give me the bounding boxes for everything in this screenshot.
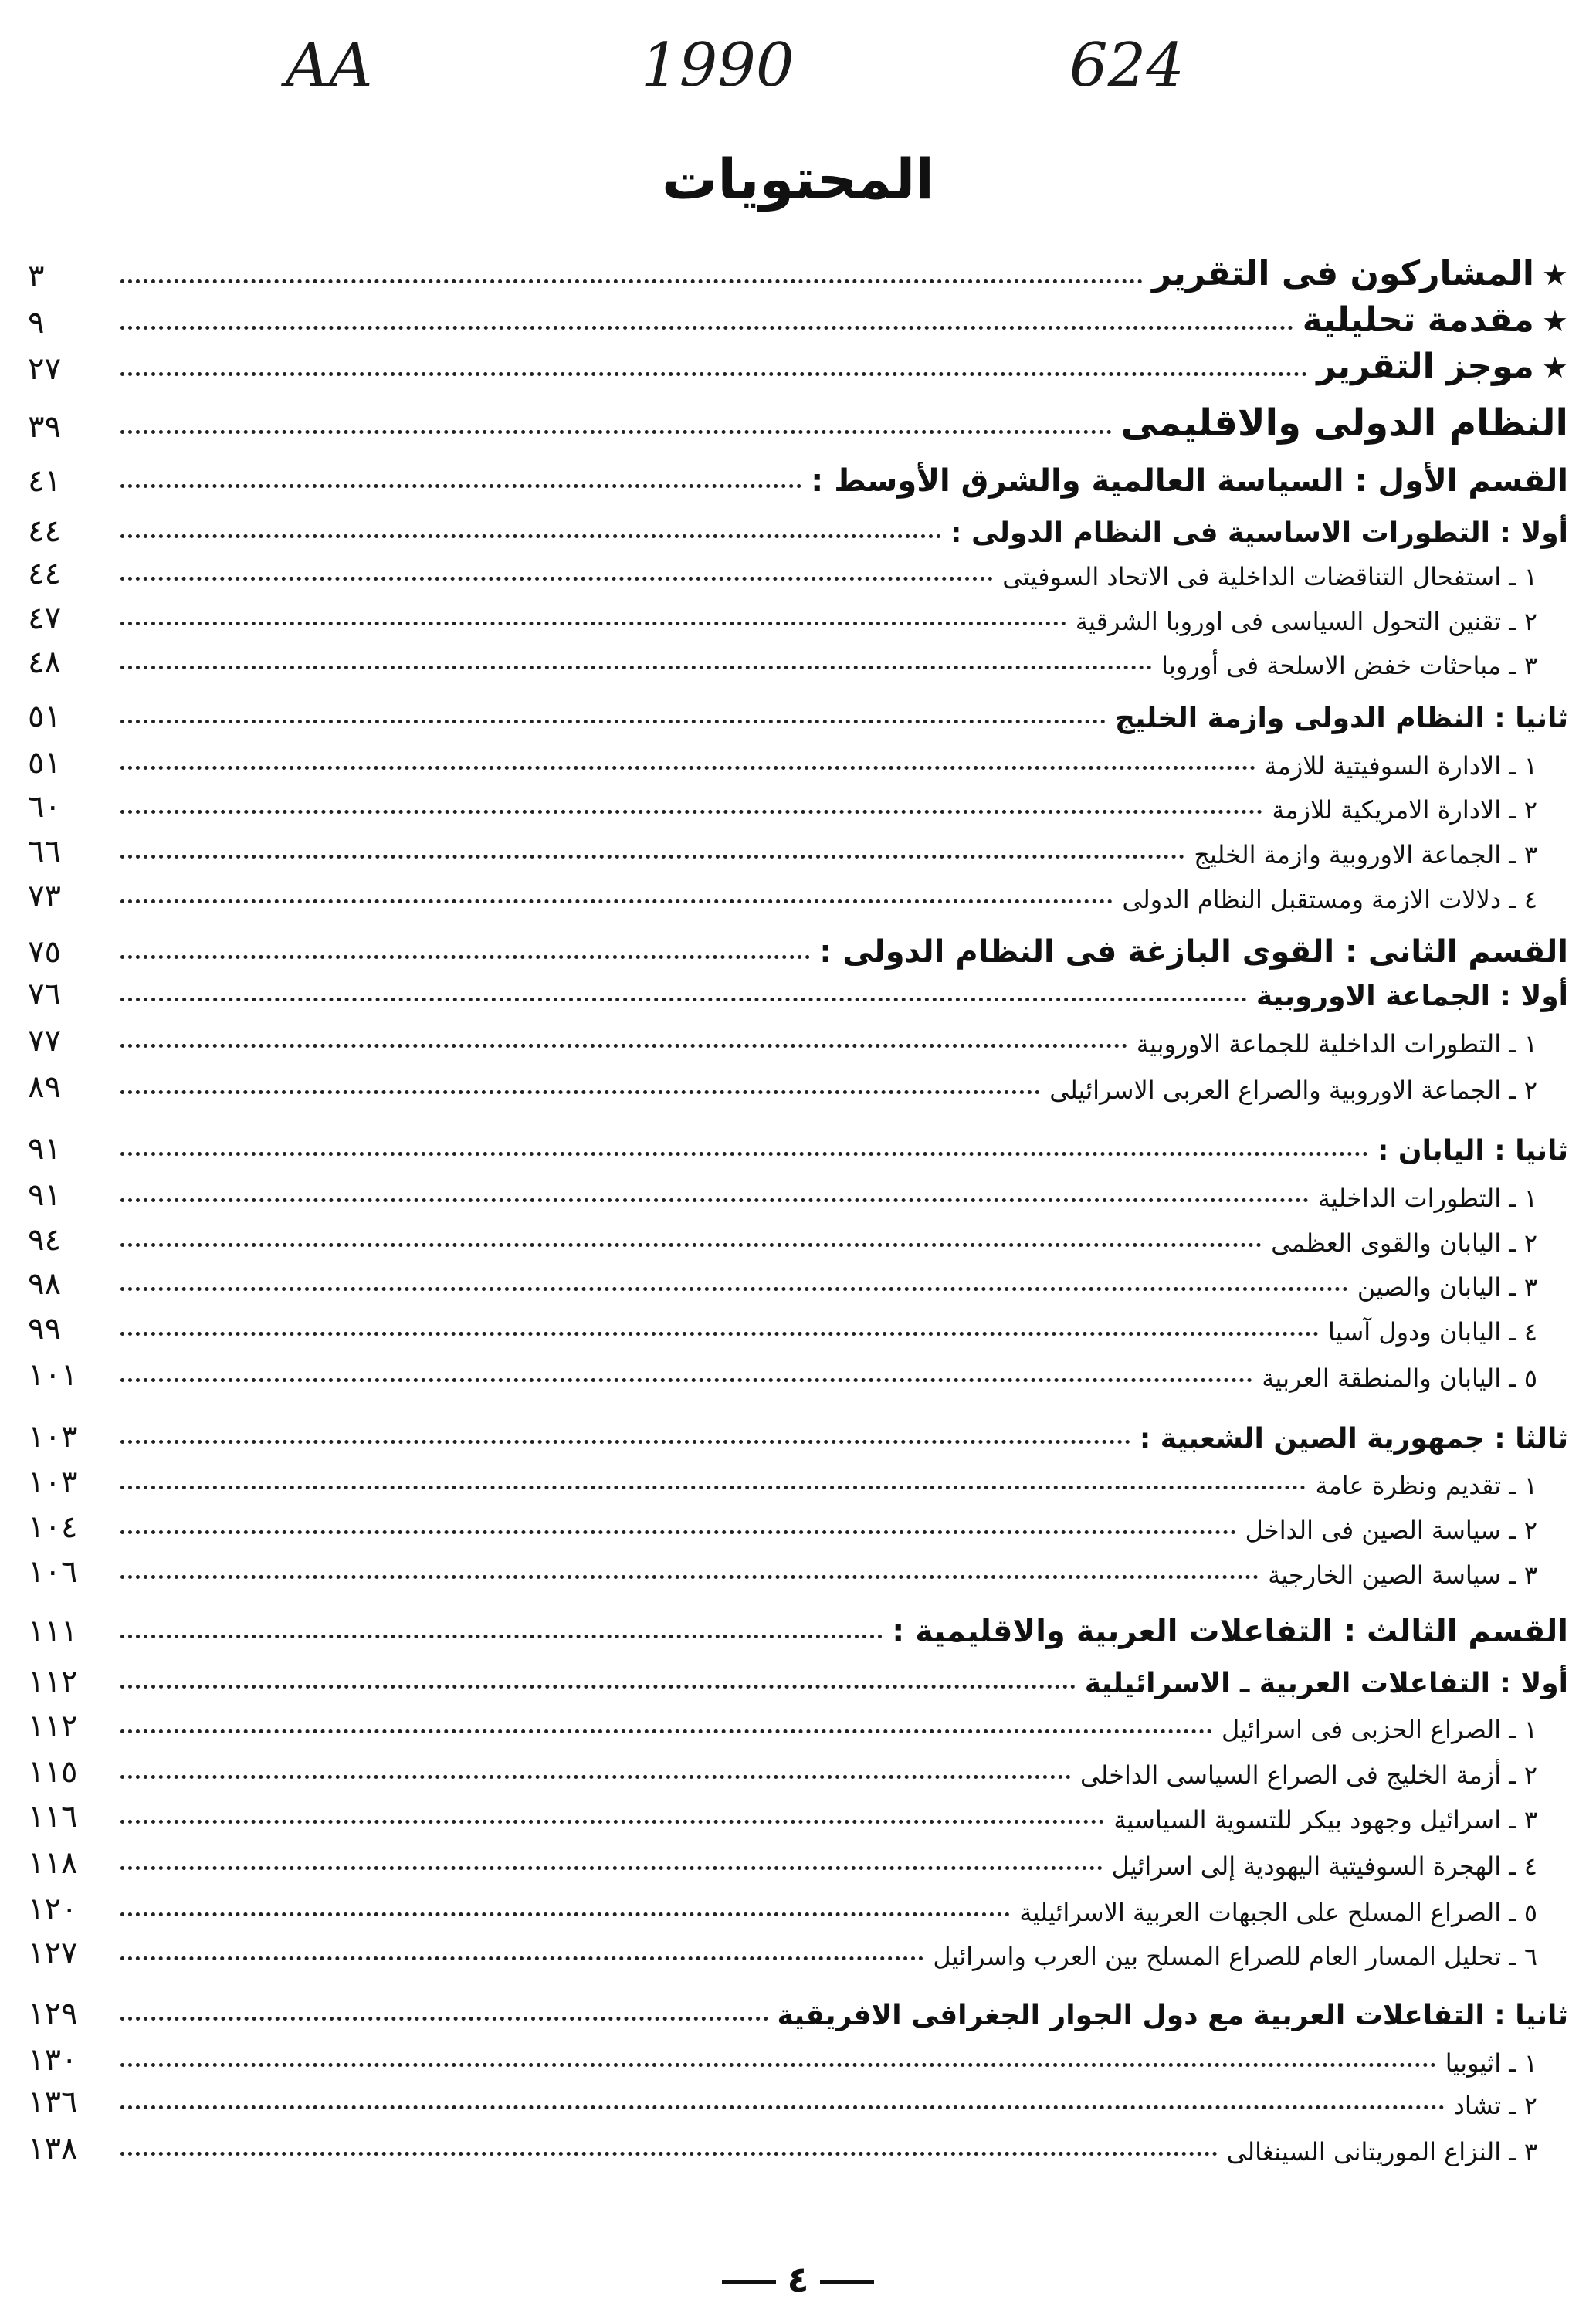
toc-entry [28,1701,1568,1744]
dot-leader [120,1152,1368,1156]
toc-entry-label [810,934,1568,970]
dot-leader [120,484,801,488]
toc-entry-text: ١ ـ التطورات الداخلية [1317,1184,1537,1214]
toc-entry-label [1152,652,1568,680]
footer-rule-left [722,2280,776,2284]
toc-page-number: ٩ [28,305,45,340]
toc-entry-label [1348,1273,1568,1302]
dot-leader [120,2017,768,2021]
toc-entry [28,691,1568,734]
toc-entry-label [1218,2138,1568,2166]
toc-entry-label [1259,1561,1568,1590]
dot-leader [120,666,1152,669]
toc-page-number: ٧٧ [28,1023,61,1059]
toc-entry-label [1103,1852,1568,1881]
toc-entry [28,1411,1568,1455]
toc-entry-label [1106,703,1568,734]
toc-page-number: ٩٤ [28,1222,61,1258]
toc-entry [28,2123,1568,2166]
toc-page-number: ٣٩ [28,409,61,445]
toc-page-number: ١١٥ [28,1754,78,1790]
toc-entry-text: المشاركون فى التقرير [1152,254,1534,294]
toc-entry-text: ٣ ـ اسرائيل وجهود بيكر للتسوية السياسية [1113,1805,1537,1835]
handwritten-note-3: 624 [1069,31,1184,100]
toc-entry-text: القسم الثانى : القوى البازغة فى النظام الدولى : [819,934,1568,970]
dot-leader [120,534,941,538]
toc-page-number: ٨٩ [28,1069,61,1105]
toc-entry-label [1076,1668,1568,1699]
toc-entry [28,1547,1568,1590]
toc-entry-label [1130,1423,1568,1455]
dot-leader [120,1440,1130,1444]
toc-entry [28,593,1568,636]
toc-entry [28,1988,1568,2031]
toc-entry [28,401,1568,445]
toc-entry [28,456,1568,499]
toc-page-number: ١٠٦ [28,1554,78,1590]
toc-entry-text: أولا : التطورات الاساسية فى النظام الدولى : [950,517,1568,549]
handwritten-note-1: AA [286,31,373,100]
toc-page-number: ١٠٤ [28,1509,78,1545]
toc-page-number: ١١٢ [28,1664,78,1699]
dot-leader [120,279,1143,283]
toc-entry-label [1319,1318,1568,1347]
toc-page-number: ١٠٣ [28,1465,78,1500]
dot-leader [120,720,1106,723]
toc-entry-text: ٢ ـ تقنين التحول السياسى فى اوروبا الشرقية [1075,607,1537,637]
toc-page-number: ٥١ [28,699,61,734]
dot-leader [120,372,1307,376]
toc-entry [28,1791,1568,1834]
toc-entry-text: مقدمة تحليلية [1302,300,1534,340]
toc-entry [28,1215,1568,1258]
toc-page-number: ٩٨ [28,1266,61,1302]
toc-entry-label [1040,1076,1568,1105]
toc-entry [28,637,1568,680]
dot-leader [120,1044,1127,1048]
toc-entry-text: ٤ ـ الهجرة السوفيتية اليهودية إلى اسرائيل [1111,1851,1537,1882]
toc-entry-text: النظام الدولى والاقليمى [1120,401,1568,445]
toc-entry [28,251,1568,294]
toc-entry [28,1656,1568,1699]
toc-page-number: ٧٥ [28,934,61,970]
toc-page-number: ٣ [28,259,45,294]
toc-entry-label [1010,1899,1568,1927]
toc-page-number: ٦٠ [28,789,61,825]
toc-page-number: ١٢٩ [28,1996,78,2031]
toc-entry [28,1123,1568,1167]
toc-entry-label [801,463,1568,499]
toc-page-number: ١١٢ [28,1709,78,1744]
dot-leader [120,1866,1103,1870]
dot-leader [120,2063,1436,2067]
toc-entry-text: ٣ ـ النزاع الموريتانى السينغالى [1226,2137,1537,2167]
dot-leader [120,1332,1319,1336]
toc-entry-text: ١ ـ استفحال التناقضات الداخلية فى الاتحاد السوفيتى [1002,562,1537,592]
toc-entry-label [1309,1184,1568,1213]
toc-entry [28,1502,1568,1545]
toc-entry-text: ثانيا : التفاعلات العربية مع دول الجوار الجغرافى الافريقية [777,1999,1568,2031]
toc-entry [28,1015,1568,1059]
toc-entry-text: ٢ ـ الادارة الامريكية للازمة [1272,795,1537,825]
toc-entry-text: ٤ ـ دلالات الازمة ومستقبل النظام الدولى [1122,885,1537,915]
toc-page-number: ١٣٠ [28,2042,78,2078]
toc-entry-label [1368,1135,1568,1167]
handwritten-year: 1990 [641,31,795,100]
dot-leader [120,622,1066,625]
dot-leader [120,998,1247,1001]
toc-page-number: ٤٤ [28,513,61,549]
dot-leader [120,1486,1306,1489]
toc-entry-text: ١ ـ تقديم ونظرة عامة [1315,1471,1537,1501]
star-icon: ★ [1541,258,1568,293]
page-title: المحتويات [662,147,934,212]
toc-entry [28,1062,1568,1105]
toc-page-number: ١٢٧ [28,1936,78,1971]
toc-page-number: ١٠٣ [28,1419,78,1455]
dot-leader [120,1685,1076,1689]
toc-entry-label [1293,301,1568,340]
toc-page-number: ٩١ [28,1131,61,1167]
toc-entry-label [923,1943,1568,1971]
toc-entry-label [1436,2049,1568,2078]
dot-leader [120,1575,1259,1579]
dot-leader [120,766,1255,770]
toc-entry-text: ثانيا : اليابان : [1377,1134,1568,1167]
toc-entry-text: ٣ ـ الجماعة الاوروبية وازمة الخليج [1194,840,1537,870]
toc-page-number: ٤٧ [28,601,61,636]
dot-leader [120,810,1262,814]
toc-entry-text: موجز التقرير [1316,347,1534,387]
toc-entry-label [1066,608,1568,636]
toc-entry-text: ثانيا : النظام الدولى وازمة الخليج [1114,702,1568,734]
toc-entry-text: ٣ ـ مباحثات خفض الاسلحة فى أوروبا [1161,651,1537,681]
toc-entry-label [1113,886,1568,914]
toc-entry [28,1303,1568,1347]
toc-entry-label [1306,1472,1568,1500]
toc-entry-text: ٣ ـ اليابان والصين [1357,1272,1537,1303]
toc-entry [28,1259,1568,1302]
toc-entry-label [1236,1516,1568,1545]
toc-page-number: ١٠١ [28,1357,78,1393]
toc-entry-text: ٢ ـ الجماعة الاوروبية والصراع العربى الاسرائيلى [1049,1076,1537,1106]
toc-entry [28,927,1568,970]
toc-entry [28,871,1568,914]
toc-page-number: ١٣٦ [28,2085,78,2120]
table-of-contents [28,0,1568,2324]
toc-page-number: ١٣٨ [28,2131,78,2166]
toc-page-number: ٤١ [28,463,61,499]
toc-entry-text: ١ ـ الادارة السوفيتية للازمة [1264,751,1537,781]
toc-page-number: ٩٩ [28,1311,61,1347]
toc-entry-label [1252,1364,1568,1393]
toc-entry-text: ٢ ـ أزمة الخليج فى الصراع السياسى الداخلى [1079,1760,1537,1790]
toc-page-number: ٧٦ [28,977,61,1012]
toc-entry-label [993,563,1568,591]
toc-entry-label [1143,255,1568,294]
toc-entry-label [1127,1030,1568,1059]
toc-entry-text: ٤ ـ اليابان ودول آسيا [1328,1317,1537,1347]
toc-page-number: ٩١ [28,1177,61,1213]
toc-entry-label [768,2000,1568,2031]
toc-entry-text: أولا : الجماعة الاوروبية [1255,980,1568,1012]
page-number: ٤ [787,2258,809,2300]
toc-page-number: ٢٧ [28,351,61,387]
dot-leader [120,899,1113,903]
toc-entry [28,1884,1568,1927]
dot-leader [120,1198,1309,1202]
toc-entry-text: ١ ـ اثيوبيا [1445,2048,1537,2078]
toc-entry-label [883,1614,1568,1649]
dot-leader [120,955,810,959]
toc-entry-text: ٥ ـ اليابان والمنطقة العربية [1262,1364,1537,1394]
star-icon: ★ [1541,351,1568,385]
dot-leader [120,1956,923,1960]
toc-entry [28,1838,1568,1881]
toc-entry [28,1606,1568,1649]
toc-entry-label [1071,1761,1568,1790]
toc-entry [28,1170,1568,1213]
toc-entry [28,2077,1568,2120]
toc-entry-text: ٥ ـ الصراع المسلح على الجبهات العربية الاسرائيلية [1019,1898,1537,1928]
toc-entry [28,1457,1568,1500]
toc-entry-text: ١ ـ الصراع الحزبى فى اسرائيل [1222,1715,1537,1745]
toc-entry-text: أولا : التفاعلات العربية ـ الاسرائيلية [1084,1667,1568,1699]
toc-page-number: ٦٦ [28,834,61,869]
dot-leader [120,1635,883,1638]
toc-page-number: ١١١ [28,1614,78,1649]
toc-entry-label [1445,2092,1568,2120]
toc-entry [28,548,1568,591]
toc-entry [28,344,1568,387]
toc-entry-label [1307,347,1568,387]
dot-leader [120,2105,1445,2109]
dot-leader [120,2152,1218,2156]
toc-entry [28,826,1568,869]
dot-leader [120,1912,1010,1916]
toc-entry-label [1104,1806,1568,1834]
dot-leader [120,1729,1212,1733]
toc-entry [28,1746,1568,1790]
dot-leader [120,1378,1252,1382]
toc-entry-label [1262,796,1568,825]
dot-leader [120,1243,1262,1247]
toc-entry-text: ١ ـ التطورات الداخلية للجماعة الاوروبية [1136,1029,1537,1059]
toc-entry [28,1350,1568,1393]
toc-entry [28,297,1568,340]
toc-entry-text: ٦ ـ تحليل المسار العام للصراع المسلح بين العرب واسرائيل [933,1942,1537,1972]
dot-leader [120,1287,1348,1291]
toc-entry-text: القسم الثالث : التفاعلات العربية والاقليمية : [892,1614,1568,1649]
toc-entry-label [1184,841,1568,869]
toc-page-number: ٧٣ [28,879,61,914]
toc-entry-text: ٢ ـ تشاد [1453,2091,1537,2121]
toc-page-number: ١١٦ [28,1799,78,1834]
toc-entry [28,969,1568,1012]
toc-entry-label [1255,752,1568,781]
toc-entry [28,1928,1568,1971]
toc-entry-text: ٢ ـ سياسة الصين فى الداخل [1245,1516,1537,1546]
dot-leader [120,1775,1071,1779]
dot-leader [120,855,1184,859]
toc-entry-label [941,517,1568,549]
toc-entry-label [1212,1716,1568,1744]
toc-page-number: ٤٤ [28,556,61,591]
footer-rule-right [820,2280,874,2284]
dot-leader [120,1530,1236,1534]
toc-entry-text: ٣ ـ سياسة الصين الخارجية [1268,1560,1537,1591]
star-icon: ★ [1541,304,1568,339]
toc-entry-label [1112,402,1568,445]
dot-leader [120,326,1293,330]
dot-leader [120,1820,1104,1824]
dot-leader [120,577,993,581]
toc-entry [28,2034,1568,2078]
toc-page-number: ١١٨ [28,1845,78,1881]
dot-leader [120,1090,1040,1094]
page-footer [0,2258,1596,2300]
toc-page-number: ٤٨ [28,645,61,680]
toc-entry-text: ثالثا : جمهورية الصين الشعبية : [1139,1422,1568,1455]
dot-leader [120,430,1112,434]
toc-entry-label [1262,1229,1568,1258]
toc-entry [28,506,1568,549]
toc-entry [28,781,1568,825]
toc-page-number: ٥١ [28,745,61,781]
toc-entry [28,737,1568,781]
toc-page-number: ١٢٠ [28,1892,78,1927]
toc-entry-text: ٢ ـ اليابان والقوى العظمى [1271,1228,1537,1259]
toc-entry-text: القسم الأول : السياسة العالمية والشرق الأوسط : [811,463,1568,499]
toc-entry-label [1247,981,1568,1012]
